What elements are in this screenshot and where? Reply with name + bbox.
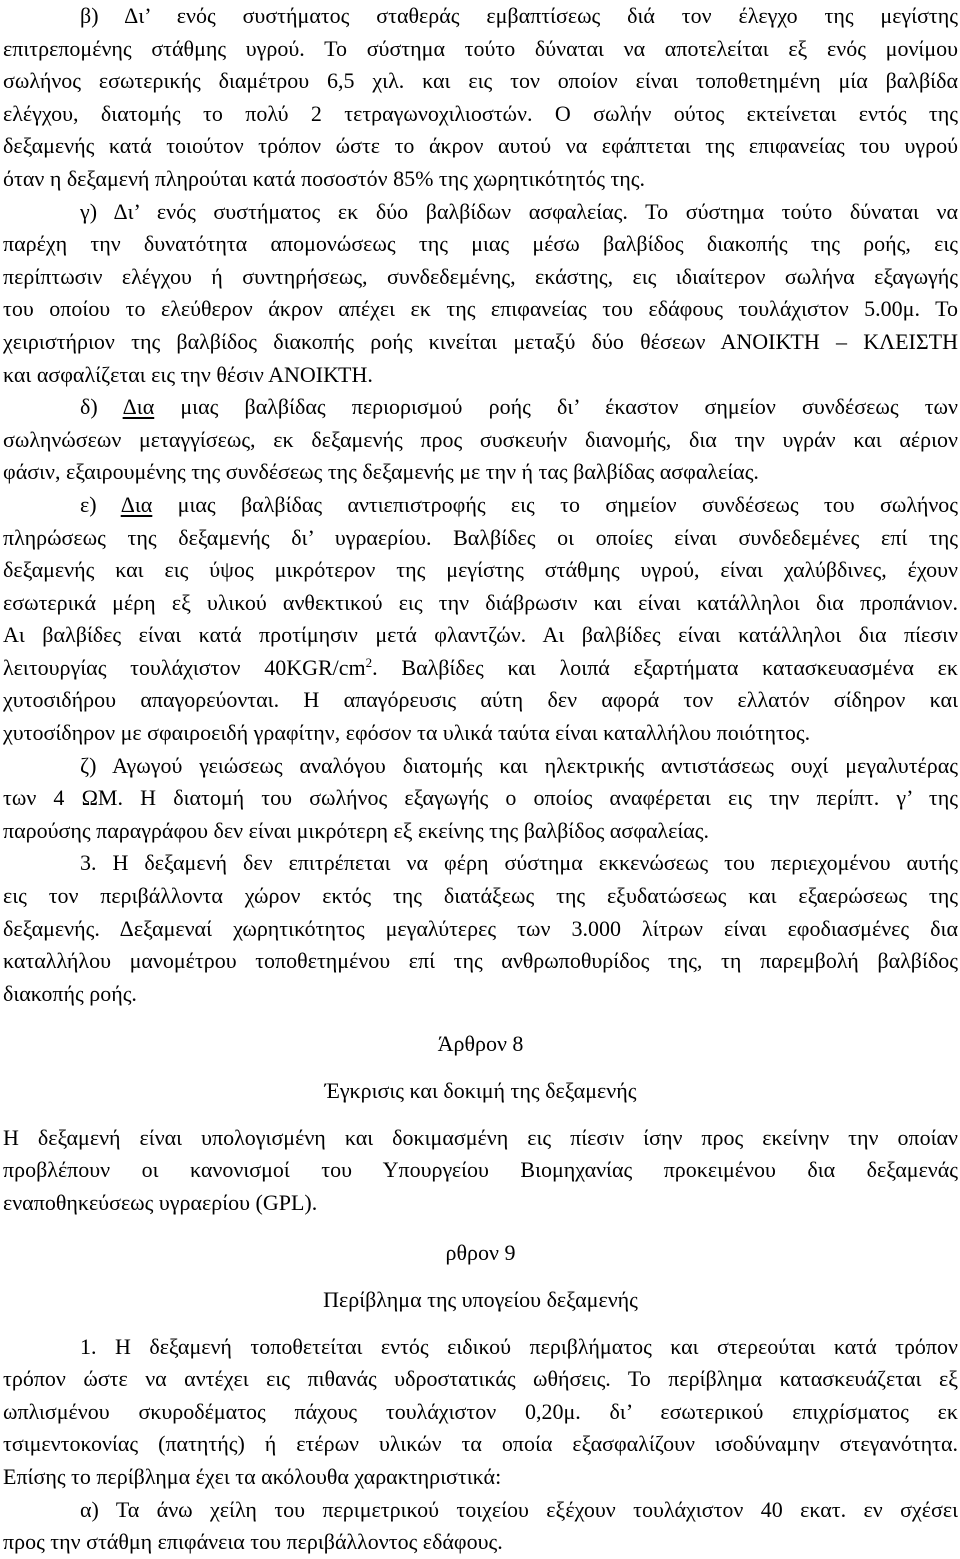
article-9-line-5: Επίσης το περίβλημα έχει τα ακόλουθα χαρακτηριστικά: [3,1463,502,1489]
article-9-title: ρθρον 9 [445,1240,516,1266]
article-8-line-1: Η δεξαμενή είναι υπολογισμένη και δοκιμασμένη εις πίεσιν ίσην προς εκείνην την οποίαν [3,1124,958,1150]
paragraph-beta-line-1: β) Δι’ ενός συστήματος σταθεράς εμβαπτίσεως διά τον έλεγχο της μεγίστης [80,3,958,28]
item-3-line-1: 3. Η δεξαμενή δεν επιτρέπεται να φέρη σύστημα εκκενώσεως του περιεχομένου αυτής [80,850,958,876]
article-9-line-1: 1. Η δεξαμενή τοποθετείται εντός ειδικού περιβλήματος και στερεούται κατά τρόπον [80,1333,958,1359]
paragraph-epsilon-line-7: χυτοσιδήρου απαγορεύονται. Η απαγόρευσις αύτη δεν αφορά τον ελλατόν σίδηρον και [3,687,958,713]
paragraph-zeta-line-1: ζ) Αγωγού γειώσεως αναλόγου διατομής και ηλεκτρικής αντιστάσεως ουχί μεγαλυτέρας [80,752,958,778]
article-9-line-4: τσιμεντοκονίας (πατητής) ή ετέρων υλικών τα οποία εξασφαλίζουν ισοδύναμην στεγανότητα. [3,1431,958,1457]
paragraph-gamma-line-1 [3,196,958,229]
article-8-line-3: εναποθηκεύσεως υγραερίου (GPL). [3,1189,318,1215]
paragraph-epsilon-line-8: χυτοσίδηρον με σφαιροειδή γραφίτην, εφόσον τα υλικά ταύτα είναι καταλλήλου ποιότητος. [3,720,811,746]
pressure-text: λειτουργίας τουλάχιστον 40KGR/cm [3,654,366,680]
paragraph-epsilon-line-5: Αι βαλβίδες είναι κατά προτίμησιν μετά φλαντζών. Αι βαλβίδες είναι κατάλληλοι δια πίεσιν [3,622,958,648]
article-8-title: Άρθρον 8 [437,1031,524,1057]
article-9-line-2: τρόπον ώστε να αντέχει εις πιθανάς υδροστατικάς ωθήσεις. Το περίβλημα κατασκευάζεται εξ [3,1366,958,1392]
paragraph-epsilon-prefix: ε) [80,491,121,517]
paragraph-zeta-line-2: των 4 ΩΜ. Η διατομή του σωλήνος εξαγωγής ο οποίος αναφέρεται εις την περίπτ. γ’ της [3,785,958,811]
paragraph-epsilon-line-1 [3,489,958,522]
superscript-exponent: 2 [365,654,373,670]
paragraph-beta-line-5: δεξαμενής κατά τοιούτον τρόπον ώστε το άκρον αυτού να εφάπτεται της επιφανείας του υγρού [3,133,958,159]
paragraph-delta-underlined: Δια [122,394,155,420]
paragraph-epsilon-line-6 [3,652,958,685]
pressure-text-rest: . Βαλβίδες και λοιπά εξαρτήματα κατασκευασμένα εκ [372,654,958,680]
paragraph-epsilon-underlined: Δια [120,491,153,517]
paragraph-epsilon-line-4: εσωτερικά μέρη εξ υλικού ανθεκτικού εις την διάβρωσιν και είναι κατάλληλοι δια προπάνιον. [3,589,958,615]
paragraph-gamma-line-2: παρέχη την δυνατότητα απομονώσεως της μιας μέσω βαλβίδος διακοπής της ροής, εις [3,231,958,257]
item-3-line-3: δεξαμενής. Δεξαμεναί χωρητικότητος μεγαλύτερες των 3.000 λίτρων είναι εφοδιασμένες δια [3,915,958,941]
paragraph-beta-line-4: ελέγχου, διατομής το πολύ 2 τετραγωνοχιλιοστών. Ο σωλήν ούτος εκτείνεται εντός της [3,100,958,126]
paragraph-gamma-line-4: του οποίου το ελεύθερον άκρον απέχει εκ της επιφανείας του εδάφους τουλάχιστον 5.00μ. Το [3,296,958,322]
article-8-subtitle: Έγκρισις και δοκιμή της δεξαμενής [324,1078,637,1103]
paragraph-epsilon-line-3: δεξαμενής και εις ύψος μικρότερον της μεγίστης στάθμης υγρού, είναι χαλύβδινες, έχουν [3,557,958,583]
article-9-line-3: ωπλισμένου σκυροδέματος πάχους τουλάχιστον 0,20μ. δι’ εσωτερικού επιχρίσματος εκ [3,1398,958,1424]
paragraph-delta-line-1 [3,391,958,424]
article-9-subtitle: Περίβλημα της υπογείου δεξαμενής [323,1286,638,1312]
article-8-line-2: προβλέπουν οι κανονισμοί του Υπουργείου Βιομηχανίας προκειμένου δια δεξαμενάς [3,1157,958,1183]
paragraph-gamma-line-5: χειριστήριον της βαλβίδος διακοπής ροής κινείται μεταξύ δύο θέσεων ΑΝΟΙΚΤΗ – ΚΛΕΙΣΤΗ [3,328,958,354]
paragraph-gamma-text: Το σύστημα τούτο δύναται να [627,198,959,224]
paragraph-delta-text: μιας βαλβίδας περιορισμού ροής δι’ έκαστον σημείον συνδέσεως των [154,394,958,420]
article-9-line-7: προς την στάθμη επιφάνεια του περιβάλλοντος εδάφους. [3,1529,503,1555]
paragraph-epsilon-line-2: πληρώσεως της δεξαμενής δι’ υγραερίου. Βαλβίδες οι οποίες είναι συνδεδεμένες επί της [3,524,958,550]
paragraph-epsilon-text: μιας βαλβίδας αντιεπιστροφής εις το σημείον συνδέσεως του σωλήνος [152,491,958,517]
paragraph-delta-prefix: δ) [80,394,123,420]
item-3-line-5: διακοπής ροής. [3,980,137,1006]
article-9-line-6: α) Τα άνω χείλη του περιμετρικού τοιχείου εξέχουν τουλάχιστον 40 εκατ. εν σχέσει [80,1496,958,1522]
item-3-line-2: εις τον περιβάλλοντα χώρον εκτός της διατάξεως της εξυδατώσεως και εξαερώσεως της [3,883,958,909]
document-body [3,0,958,1559]
paragraph-gamma-heading: γ) Δι’ ενός συστήματος εκ δύο βαλβίδων ασφαλείας. [80,198,628,224]
paragraph-beta-line-6: όταν η δεξαμενή πληρούται κατά ποσοστόν 85% της χωρητικότητός της. [3,165,646,191]
paragraph-beta-line-2: επιτρεπομένης στάθμης υγρού. Το σύστημα τούτο δύναται να αποτελείται εξ ενός μονίμου [3,35,958,61]
paragraph-gamma-line-3: περίπτωσιν ελέγχου ή συντηρήσεως, συνδεδεμένης, εκάστης, εις ιδιαίτερον σωλήνα εξαγωγής [3,263,958,289]
paragraph-beta-line-3: σωλήνος εσωτερικής διαμέτρου 6,5 χιλ. και εις τον οποίον είναι τοποθετημένη μία βαλβίδα [3,68,958,94]
item-3-line-4: καταλλήλου μανομέτρου τοποθετημένου επί της ανθρωποθυρίδος της, τη παρεμβολή βαλβίδος [3,948,958,974]
paragraph-delta-line-2: σωληνώσεων μεταγγίσεως, εκ δεξαμενής προς συσκευήν διανομής, δια την υγράν και αέριον [3,426,958,452]
paragraph-zeta-line-3: παρούσης παραγράφου δεν είναι μικρότερη εξ εκείνης της βαλβίδος ασφαλείας. [3,817,709,843]
paragraph-delta-line-3: φάσιν, εξαιρουμένης της συνδέσεως της δεξαμενής με την ή τας βαλβίδας ασφαλείας. [3,459,759,485]
paragraph-gamma-line-6: και ασφαλίζεται εις την θέσιν ΑΝΟΙΚΤΗ. [3,361,373,387]
